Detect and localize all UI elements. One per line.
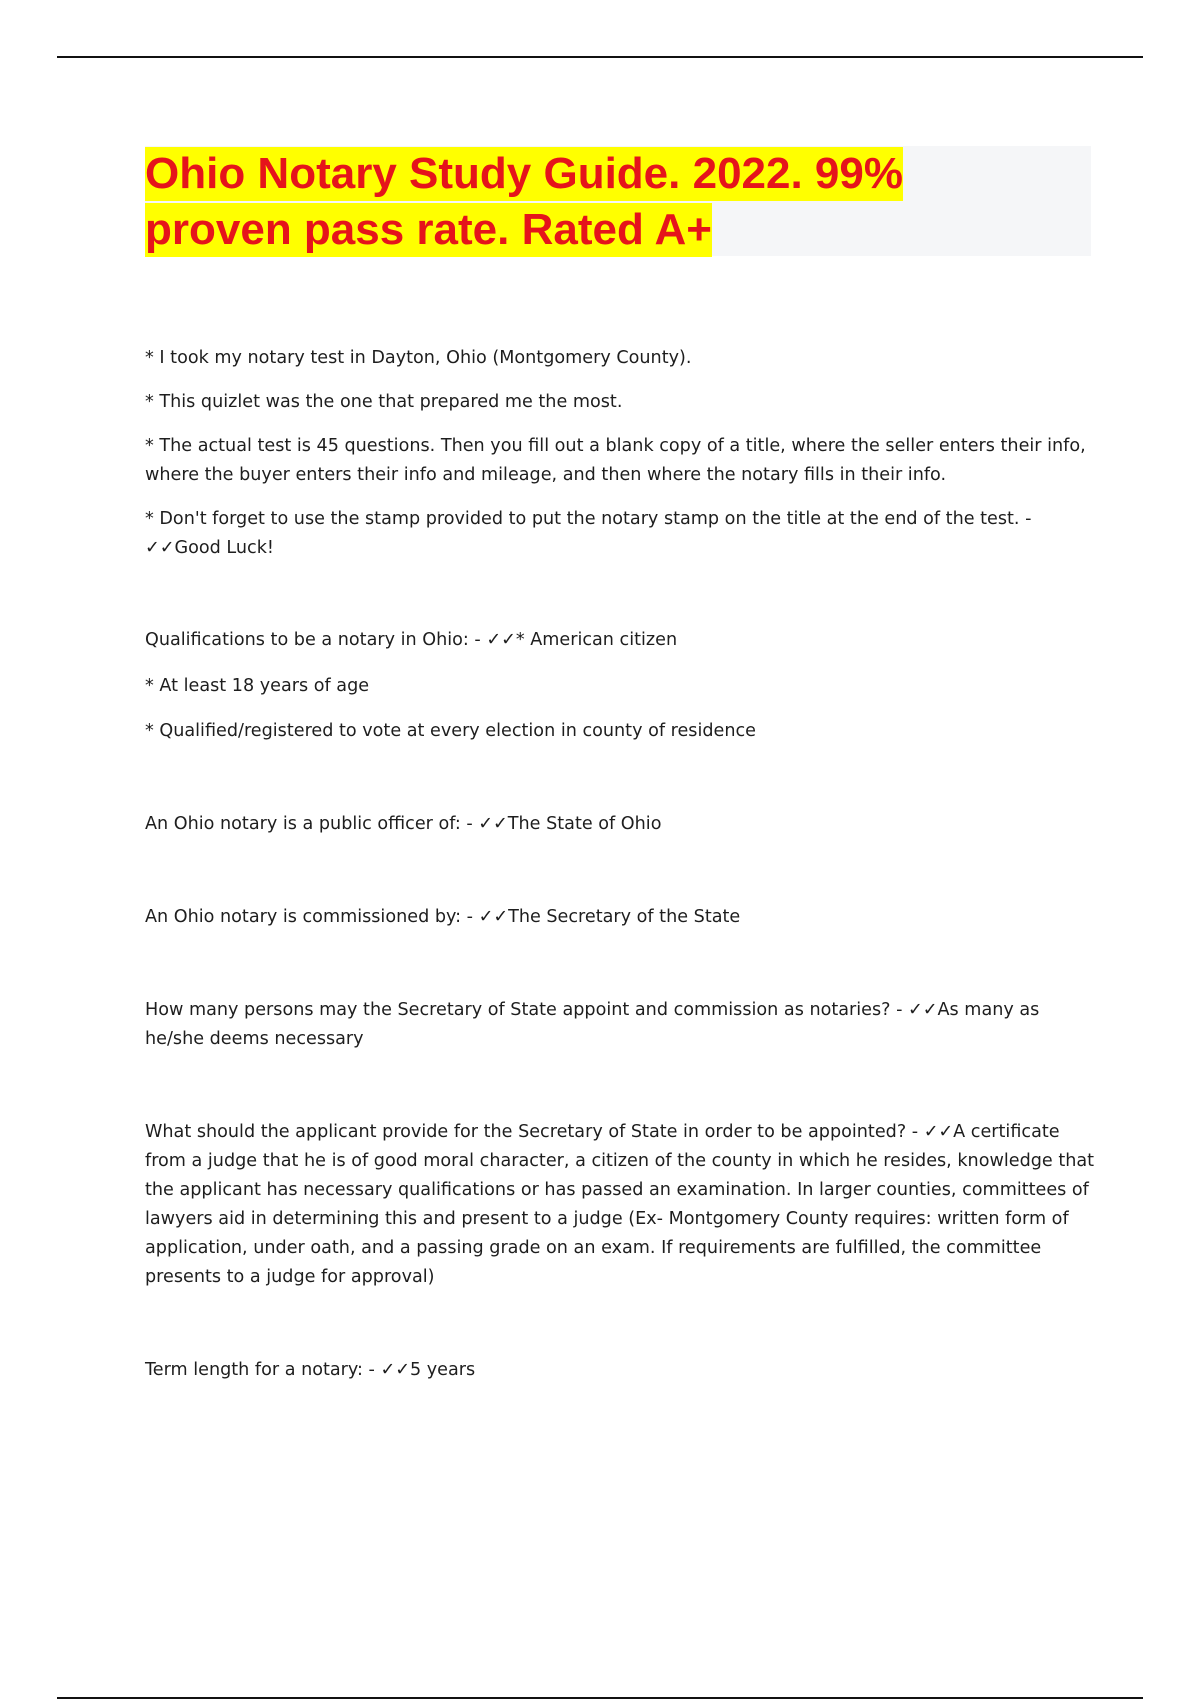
qa-item: An Ohio notary is a public officer of: - ✓✓The State of Ohio	[145, 814, 662, 834]
title-line-2: proven pass rate. Rated A+	[145, 203, 712, 257]
intro-line: * Don't forget to use the stamp provided to put the notary stamp on the title at the end of the test. - ✓✓Good Luck!	[145, 509, 1032, 558]
document-title	[145, 146, 1091, 258]
qa-extra-line: * At least 18 years of age	[145, 676, 370, 696]
title-line-1: Ohio Notary Study Guide. 2022. 99%	[145, 147, 903, 201]
intro-line: * This quizlet was the one that prepared me the most.	[145, 392, 623, 412]
qa-item: Term length for a notary: - ✓✓5 years	[145, 1360, 476, 1380]
qa-extra-line: * Qualified/registered to vote at every election in county of residence	[145, 721, 757, 741]
intro-line: * I took my notary test in Dayton, Ohio (Montgomery County).	[145, 348, 692, 368]
qa-item: How many persons may the Secretary of State appoint and commission as notaries? - ✓✓As many as he/she deems necessary	[145, 1000, 1040, 1049]
qa-item: What should the applicant provide for the Secretary of State in order to be appointed? - ✓✓A certificate from a judge that he is of good moral character, a citizen of the county in which he resides, knowledge that the applicant has necessary qualifications or has passed an examination. In larger counties, committees of lawyers aid in determining this and present to a judge (Ex- Montgomery County requires: written form of application, under oath, and a passing grade on an exam. If requirements are fulfilled, the committee presents to a judge for approval)	[145, 1122, 1095, 1287]
intro-line: * The actual test is 45 questions. Then you fill out a blank copy of a title, where the seller enters their info, where the buyer enters their info and mileage, and then where the notary fills in their info.	[145, 436, 1086, 485]
qa-item: An Ohio notary is commissioned by: - ✓✓The Secretary of the State	[145, 907, 741, 927]
document-body	[145, 344, 1095, 1385]
title-block	[145, 146, 1091, 256]
top-rule	[57, 56, 1143, 58]
bottom-rule	[57, 1697, 1143, 1699]
qa-item: Qualifications to be a notary in Ohio: - ✓✓* American citizen	[145, 630, 678, 650]
